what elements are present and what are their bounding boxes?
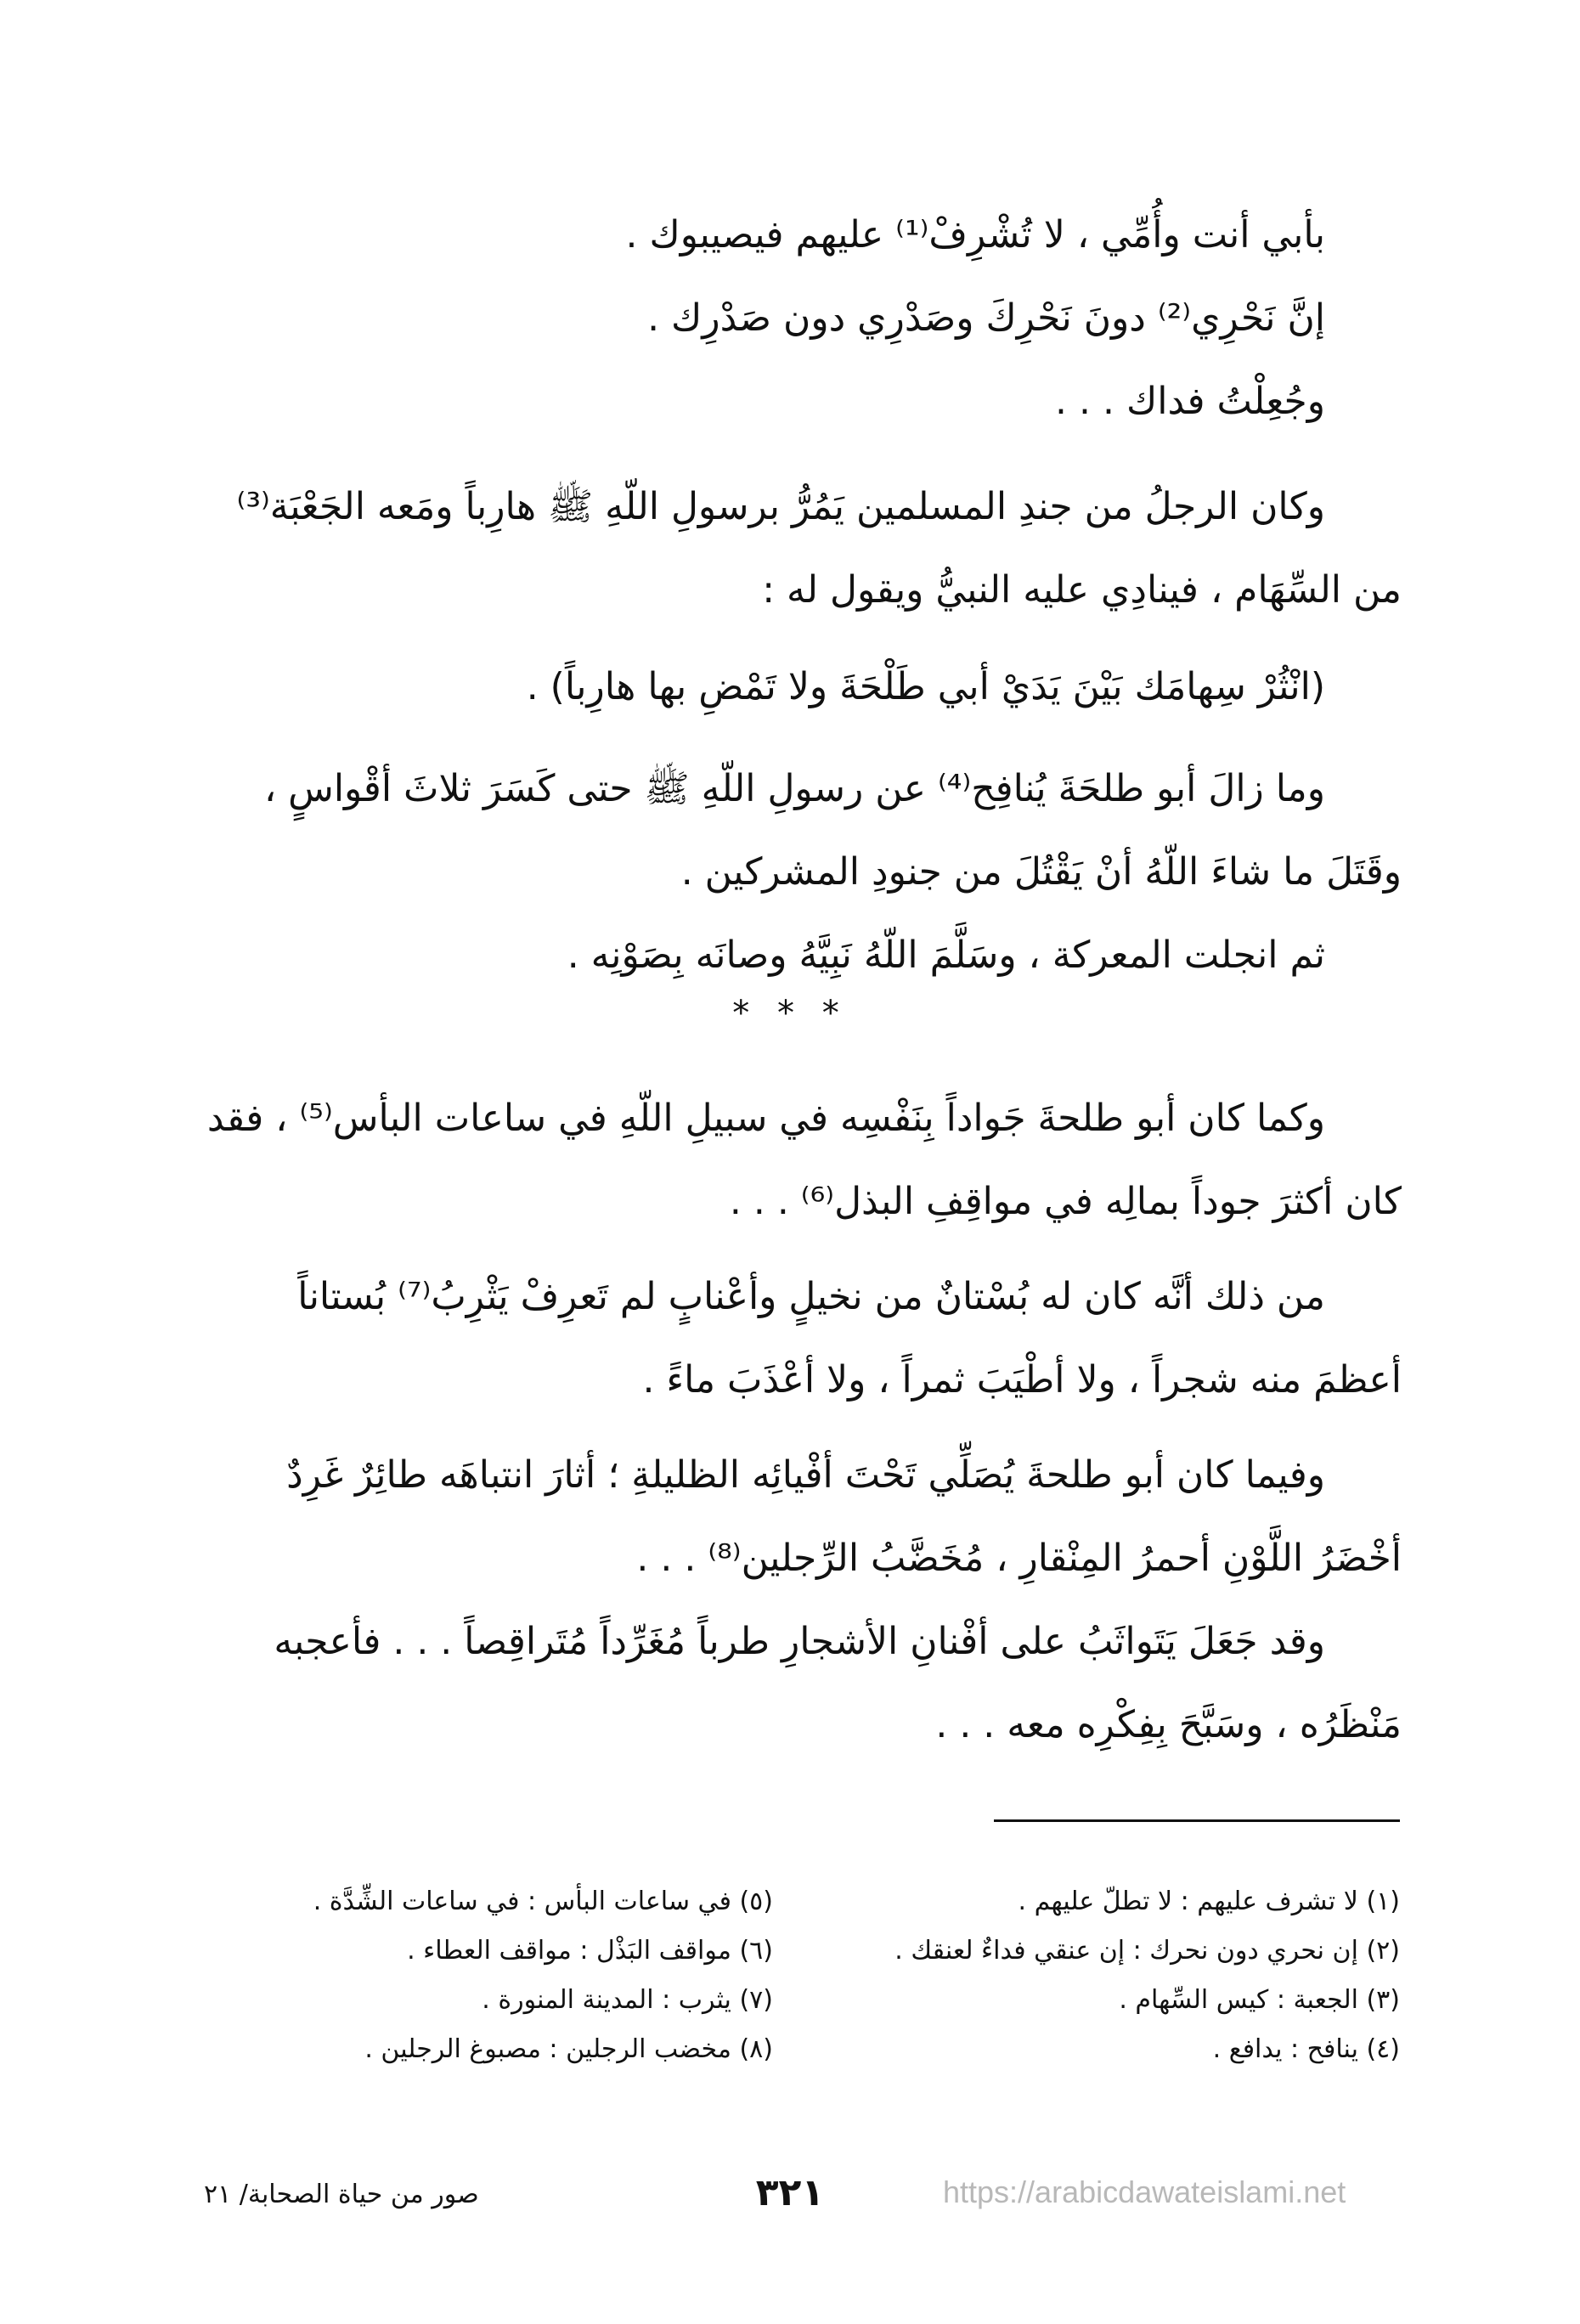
text-line: وفيما كان أبو طلحةَ يُصَلِّي تَحْتَ أفْيائِه الظليلةِ ؛ أثارَ انتباهَه طائِرٌ غَرِدٌ [286,1453,1325,1497]
text-line: بأبي أنت وأُمِّي ، لا تُشْرِفْ⁽¹⁾ عليهم فيصيبوك . [625,213,1325,257]
text-line: وجُعِلْتُ فداك . . . [1055,380,1325,423]
text-line: وما زالَ أبو طلحَةَ يُنافِح⁽⁴⁾ عن رسولِ اللّهِ ﷺ حتى كَسَرَ ثلاثَ أقْواسٍ ، [263,767,1325,810]
footnote: (١) لا تشرف عليهم : لا تطلّ عليهم . [1018,1887,1400,1916]
footnote: (٣) الجعبة : كيس السِّهام . [1119,1985,1400,2015]
watermark-url: https://arabicdawateislami.net [943,2175,1346,2209]
paragraph-5 [206,1077,1402,1244]
footnote: (٨) مخضب الرجلين : مصبوغ الرجلين . [364,2034,773,2064]
text-line: إنَّ نَحْرِي⁽²⁾ دونَ نَحْرِكَ وصَدْرِي دون صَدْرِك . [647,296,1325,340]
page-number: ٣٢١ [755,2171,825,2214]
paragraph-4 [212,747,1402,997]
paragraph-1 [212,194,1402,443]
footnote: (٤) ينافح : يدافع . [1212,2034,1400,2064]
paragraph-3 [212,646,1402,729]
text-line: من ذلك أنَّه كان له بُسْتانٌ من نخيلٍ وأعْنابٍ لم تَعرِفْ يَثْرِبُ⁽⁷⁾ بُستاناً [297,1275,1325,1318]
footnotes-right-column [832,1877,1400,2074]
footnote: (٥) في ساعات البأس : في ساعات الشِّدَّة . [313,1887,773,1916]
text-line: مَنْظَرُه ، وسَبَّحَ بِفِكْرِه معه . . . [935,1703,1402,1746]
section-divider-stars: * * * [732,994,848,1033]
footnote: (٢) إن نحري دون نحرك : إن عنقي فداءٌ لعنقك . [894,1936,1400,1966]
footnote-separator [994,1819,1400,1822]
text-line: من السِّهَام ، فينادِي عليه النبيُّ ويقول له : [762,568,1402,612]
text-line: أعظمَ منه شجراً ، ولا أطْيَبَ ثمراً ، ولا أعْذَبَ ماءً . [642,1358,1402,1402]
text-line: وقَتَلَ ما شاءَ اللّهُ أنْ يَقْتُلَ من جنودِ المشركين . [680,850,1402,894]
text-line: (انْثُرْ سِهامَك بَيْنَ يَدَيْ أبي طَلْحَةَ ولا تَمْضِ بها هارِباً) . [526,665,1325,708]
paragraph-6 [212,1255,1402,1422]
footnote: (٧) يثرب : المدينة المنورة . [482,1985,773,2015]
text-line: كان أكثرَ جوداً بمالِه في مواقِفِ البذل⁽⁶⁾ . . . [729,1180,1402,1223]
paragraph-7 [212,1434,1402,1767]
text-line: ثم انجلت المعركة ، وسَلَّمَ اللّهُ نَبِيَّهُ وصانَه بِصَوْنِه . [567,934,1325,977]
footnotes-left-column [272,1877,773,2074]
book-title: صور من حياة الصحابة/ ٢١ [204,2180,479,2209]
text-line: وكان الرجلُ من جندِ المسلمين يَمُرُّ برسولِ اللّهِ ﷺ هارِباً ومَعه الجَعْبَة⁽³⁾ [236,485,1325,528]
footnote: (٦) مواقف البَذْل : مواقف العطاء . [407,1936,773,1966]
text-line: أخْضَرُ اللَّوْنِ أحمرُ المِنْقارِ ، مُخَضَّبُ الرِّجلين⁽⁸⁾ . . . [636,1537,1402,1580]
paragraph-2 [212,465,1402,632]
text-line: وكما كان أبو طلحةَ جَواداً بِنَفْسِه في سبيلِ اللّهِ في ساعات البأس⁽⁵⁾ ، فقد [206,1097,1325,1140]
text-line: وقد جَعَلَ يَتَواثَبُ على أفْنانِ الأشجارِ طرباً مُغَرِّداً مُتَراقِصاً . . . فأعجبه [274,1620,1325,1663]
